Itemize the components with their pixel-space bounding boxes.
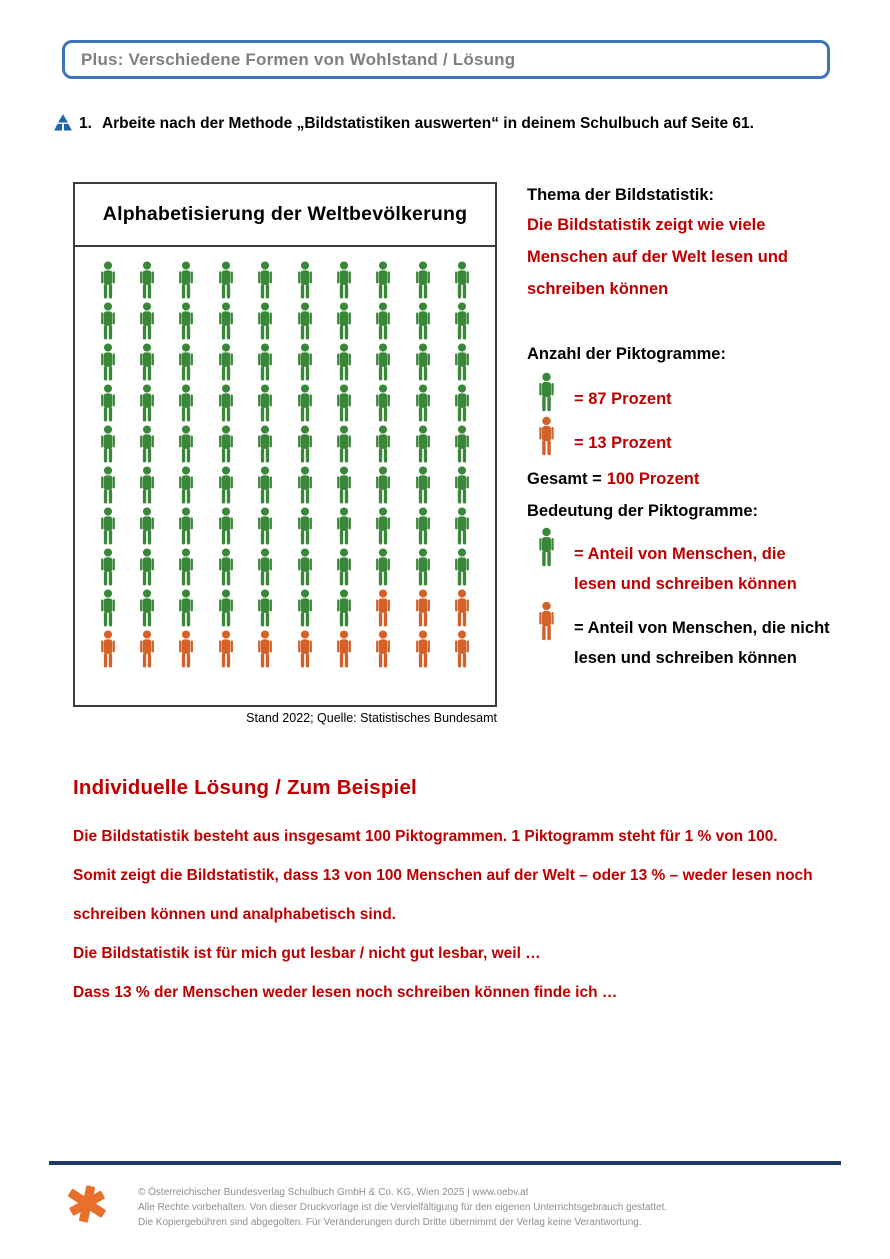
footer-line: Die Kopiergebühren sind abgegolten. Für Veränderungen durch Dritte übernimmt der Verlag keine Verantwortung. — [138, 1217, 642, 1228]
person-icon-orange — [533, 416, 560, 456]
person-icon — [443, 548, 482, 586]
person-icon — [285, 384, 324, 422]
person-icon — [364, 548, 403, 586]
solution-paragraph: Die Bildstatistik besteht aus insgesamt 100 Piktogrammen. 1 Piktogramm steht für 1 % von 100. — [73, 828, 778, 845]
meaning-green-line2: lesen und schreiben können — [574, 575, 797, 593]
meaning-green-line1: = Anteil von Menschen, die — [574, 545, 786, 563]
person-icon — [88, 261, 127, 299]
page-title: Plus: Verschiedene Formen von Wohlstand / Lösung — [81, 49, 516, 69]
task-item — [54, 112, 838, 136]
person-icon — [443, 384, 482, 422]
gesamt-label: Gesamt = — [527, 470, 602, 488]
solution-body — [73, 817, 869, 1012]
person-icon — [206, 343, 245, 381]
person-icon — [167, 507, 206, 545]
person-icon — [167, 548, 206, 586]
person-icon — [364, 261, 403, 299]
person-icon — [364, 507, 403, 545]
person-icon — [127, 548, 166, 586]
person-icon — [285, 507, 324, 545]
person-icon — [167, 425, 206, 463]
person-icon — [443, 261, 482, 299]
person-icon — [127, 302, 166, 340]
person-icon — [206, 466, 245, 504]
person-icon — [88, 384, 127, 422]
person-icon — [443, 507, 482, 545]
person-icon — [246, 589, 285, 627]
person-icon — [246, 302, 285, 340]
person-icon — [403, 507, 442, 545]
person-icon — [403, 302, 442, 340]
person-icon — [324, 548, 363, 586]
pictogram-grid — [75, 247, 495, 668]
gesamt-value: 100 Prozent — [606, 470, 700, 488]
person-icon — [167, 261, 206, 299]
task-triangle-icon — [54, 114, 72, 131]
person-icon — [127, 630, 166, 668]
person-icon — [403, 261, 442, 299]
person-icon — [285, 425, 324, 463]
person-icon — [127, 589, 166, 627]
person-icon — [206, 302, 245, 340]
chart-title: Alphabetisierung der Weltbevölkerung — [75, 184, 495, 247]
person-icon — [324, 630, 363, 668]
solution-paragraph: Dass 13 % der Menschen weder lesen noch schreiben können finde ich … — [73, 984, 618, 1001]
person-icon — [364, 384, 403, 422]
person-icon — [285, 343, 324, 381]
person-icon — [167, 343, 206, 381]
person-icon — [403, 589, 442, 627]
person-icon — [246, 384, 285, 422]
solution-paragraph: Die Bildstatistik ist für mich gut lesbar / nicht gut lesbar, weil … — [73, 945, 541, 962]
task-number: 1. — [79, 115, 92, 132]
person-icon — [88, 548, 127, 586]
person-icon — [364, 343, 403, 381]
person-icon — [403, 343, 442, 381]
person-icon — [127, 425, 166, 463]
person-icon — [285, 630, 324, 668]
person-icon — [364, 630, 403, 668]
person-icon — [127, 384, 166, 422]
person-icon — [285, 302, 324, 340]
person-icon — [324, 384, 363, 422]
person-icon — [246, 343, 285, 381]
person-icon — [285, 589, 324, 627]
footer-line: © Österreichischer Bundesverlag Schulbuch GmbH & Co. KG, Wien 2025 | www.oebv.at — [138, 1187, 529, 1198]
person-icon — [285, 261, 324, 299]
task-text: Arbeite nach der Methode „Bildstatistiken auswerten“ in deinem Schulbuch auf Seite 61. — [101, 115, 754, 132]
person-icon — [443, 589, 482, 627]
gesamt-line — [527, 470, 862, 489]
anzahl-label: Anzahl der Piktogramme: — [527, 345, 726, 363]
pictogram-chart — [73, 182, 497, 707]
person-icon — [127, 343, 166, 381]
person-icon — [403, 548, 442, 586]
person-icon — [88, 630, 127, 668]
person-icon — [88, 589, 127, 627]
person-icon — [88, 343, 127, 381]
solution-heading: Individuelle Lösung / Zum Beispiel — [73, 776, 417, 799]
person-icon-green — [533, 372, 560, 412]
person-icon — [88, 466, 127, 504]
person-icon — [364, 589, 403, 627]
footer-line: Alle Rechte vorbehalten. Von dieser Druckvorlage ist die Vervielfältigung für den eigenen Unterrichtsgebrauch gestattet. — [138, 1202, 668, 1213]
person-icon — [324, 302, 363, 340]
person-icon — [206, 548, 245, 586]
person-icon — [324, 507, 363, 545]
person-icon — [167, 630, 206, 668]
meaning-row-green — [533, 525, 862, 599]
person-icon — [443, 466, 482, 504]
person-icon — [206, 384, 245, 422]
person-icon — [246, 548, 285, 586]
meaning-orange-line1: = Anteil von Menschen, die nicht — [574, 619, 830, 637]
thema-label: Thema der Bildstatistik: — [527, 186, 715, 204]
person-icon — [167, 589, 206, 627]
chart-source: Stand 2022; Quelle: Statistisches Bundesamt — [246, 711, 497, 725]
person-icon — [443, 302, 482, 340]
footer-divider — [49, 1161, 841, 1165]
footer-imprint — [138, 1185, 758, 1230]
solution-paragraph: Somit zeigt die Bildstatistik, dass 13 von 100 Menschen auf der Welt – oder 13 % – weder lesen noch schreiben können und analphabetisch sind. — [73, 867, 813, 923]
annotations-column — [527, 186, 862, 673]
person-icon — [324, 261, 363, 299]
person-icon — [167, 466, 206, 504]
legend-green-value: = 87 Prozent — [574, 390, 672, 408]
person-icon — [324, 466, 363, 504]
person-icon — [443, 425, 482, 463]
person-icon — [206, 507, 245, 545]
person-icon — [403, 466, 442, 504]
bedeutung-label: Bedeutung der Piktogramme: — [527, 502, 759, 520]
person-icon — [403, 425, 442, 463]
meaning-row-orange — [533, 599, 862, 673]
person-icon — [246, 425, 285, 463]
person-icon — [167, 302, 206, 340]
person-icon-orange — [533, 601, 560, 641]
person-icon — [206, 630, 245, 668]
person-icon — [246, 466, 285, 504]
person-icon — [127, 466, 166, 504]
person-icon — [206, 589, 245, 627]
person-icon — [403, 630, 442, 668]
person-icon-green — [533, 527, 560, 567]
person-icon — [324, 343, 363, 381]
person-icon — [88, 302, 127, 340]
legend-orange-value: = 13 Prozent — [574, 434, 672, 452]
person-icon — [324, 589, 363, 627]
person-icon — [364, 466, 403, 504]
person-icon — [324, 425, 363, 463]
person-icon — [127, 507, 166, 545]
person-icon — [206, 261, 245, 299]
person-icon — [364, 302, 403, 340]
person-icon — [88, 425, 127, 463]
person-icon — [443, 630, 482, 668]
person-icon — [443, 343, 482, 381]
publisher-logo-icon — [64, 1179, 110, 1227]
person-icon — [285, 466, 324, 504]
person-icon — [167, 384, 206, 422]
header-box — [62, 40, 830, 79]
person-icon — [127, 261, 166, 299]
person-icon — [206, 425, 245, 463]
meaning-orange-line2: lesen und schreiben können — [574, 649, 797, 667]
legend-row-orange — [533, 416, 862, 456]
person-icon — [403, 384, 442, 422]
person-icon — [285, 548, 324, 586]
person-icon — [246, 630, 285, 668]
person-icon — [246, 507, 285, 545]
person-icon — [246, 261, 285, 299]
person-icon — [88, 507, 127, 545]
person-icon — [364, 425, 403, 463]
legend-row-green — [533, 372, 862, 412]
thema-text: Die Bildstatistik zeigt wie viele Menschen auf der Welt lesen und schreiben können — [527, 216, 788, 298]
